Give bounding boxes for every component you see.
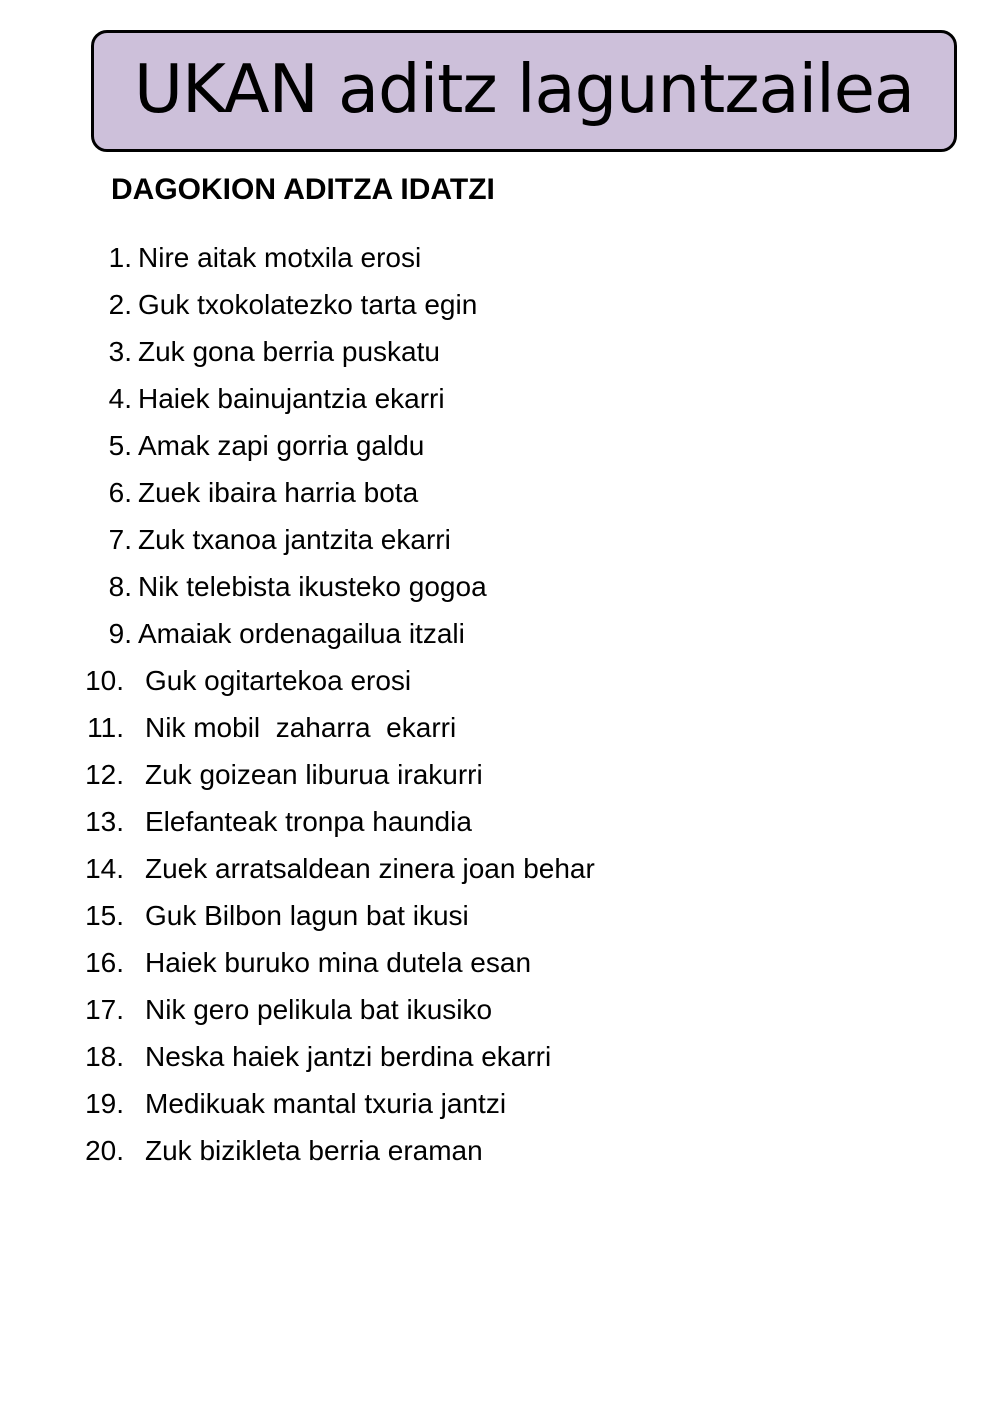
item-text: Nire aitak motxila erosi bbox=[138, 242, 422, 273]
item-number: 18. bbox=[85, 1041, 124, 1072]
item-text: Amaiak ordenagailua itzali bbox=[138, 618, 465, 649]
item-text: Zuek arratsaldean zinera joan behar bbox=[145, 853, 595, 884]
item-text: Guk ogitartekoa erosi bbox=[145, 665, 412, 696]
item-text: Zuek ibaira harria bota bbox=[138, 477, 419, 508]
item-text: Medikuak mantal txuria jantzi bbox=[145, 1088, 507, 1119]
item-text: Guk Bilbon lagun bat ikusi bbox=[145, 900, 469, 931]
item-number: 20. bbox=[85, 1135, 124, 1166]
item-text: Haiek buruko mina dutela esan bbox=[145, 947, 532, 978]
item-number: 8. bbox=[108, 571, 132, 602]
item-number: 7. bbox=[108, 524, 132, 555]
item-text: Elefanteak tronpa haundia bbox=[145, 806, 472, 837]
instruction-heading: DAGOKION ADITZA IDATZI bbox=[111, 173, 495, 206]
item-number: 9. bbox=[108, 618, 132, 649]
item-text: Nik mobil zaharra ekarri bbox=[145, 712, 457, 743]
item-text: Zuk goizean liburua irakurri bbox=[145, 759, 483, 790]
item-number: 14. bbox=[85, 853, 124, 884]
item-number: 15. bbox=[85, 900, 124, 931]
item-text: Guk txokolatezko tarta egin bbox=[138, 289, 478, 320]
item-number: 6. bbox=[108, 477, 132, 508]
item-number: 17. bbox=[85, 994, 124, 1025]
item-text: Nik telebista ikusteko gogoa bbox=[138, 571, 487, 602]
item-number: 12. bbox=[85, 759, 124, 790]
item-text: Haiek bainujantzia ekarri bbox=[138, 383, 445, 414]
item-number: 19. bbox=[85, 1088, 124, 1119]
item-number: 5. bbox=[108, 430, 132, 461]
item-number: 4. bbox=[108, 383, 132, 414]
item-number: 11. bbox=[87, 712, 124, 743]
title-box bbox=[91, 30, 957, 152]
page-title: UKAN aditz laguntzailea bbox=[133, 49, 915, 128]
item-text: Neska haiek jantzi berdina ekarri bbox=[145, 1041, 552, 1072]
item-number: 16. bbox=[85, 947, 124, 978]
item-number: 13. bbox=[85, 806, 124, 837]
item-number: 1. bbox=[108, 242, 132, 273]
item-text: Zuk bizikleta berria eraman bbox=[145, 1135, 483, 1166]
item-number: 3. bbox=[108, 336, 132, 367]
item-text: Nik gero pelikula bat ikusiko bbox=[145, 994, 493, 1025]
item-number: 2. bbox=[108, 289, 132, 320]
item-number: 10. bbox=[85, 665, 124, 696]
item-text: Zuk txanoa jantzita ekarri bbox=[138, 524, 451, 555]
item-text: Amak zapi gorria galdu bbox=[138, 430, 425, 461]
item-text: Zuk gona berria puskatu bbox=[138, 336, 440, 367]
